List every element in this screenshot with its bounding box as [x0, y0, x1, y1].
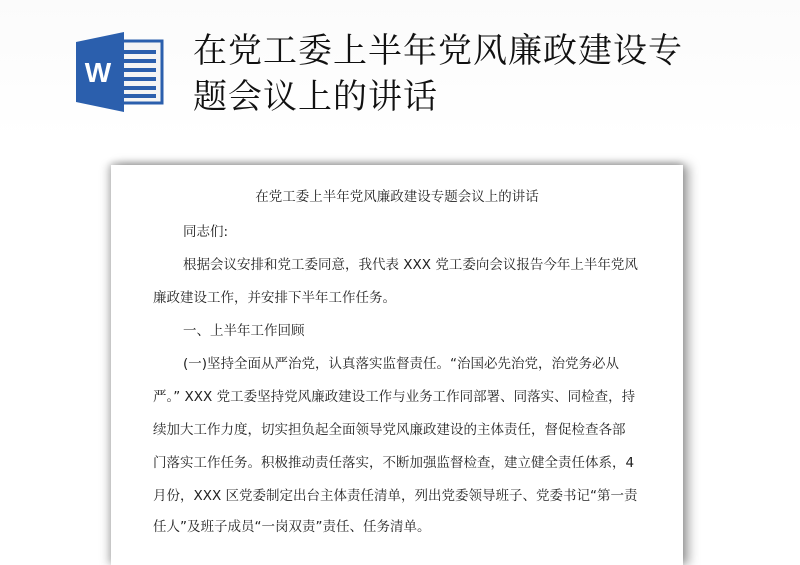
section-heading: 一、上半年工作回顾 [183, 323, 305, 339]
document-line: 严。” XXX 党工委坚持党风廉政建设工作与业务工作同部署、同落实、同检查，持 [153, 389, 636, 405]
document-line: 根据会议安排和党工委同意，我代表 XXX 党工委向会议报告今年上半年党风 [183, 257, 638, 273]
document-page [111, 165, 683, 565]
document-line: 廉政建设工作，并安排下半年工作任务。 [153, 290, 396, 306]
page-title-line-1: 在党工委上半年党风廉政建设专 [193, 31, 683, 71]
document-line: 续加大工作力度，切实担负起全面领导党风廉政建设的主体责任，督促检查各部 [153, 422, 626, 438]
header-banner [0, 0, 800, 140]
microsoft-word-icon [76, 32, 164, 112]
page-title [193, 28, 713, 120]
page-title-line-2: 题会议上的讲话 [193, 77, 438, 117]
document-line: 月份，XXX 区党委制定出台主体责任清单，列出党委领导班子、党委书记“第一责 [153, 488, 638, 504]
document-line: 任人”及班子成员“一岗双责”责任、任务清单。 [153, 519, 431, 535]
document-line: (一)坚持全面从严治党，认真落实监督责任。“治国必先治党，治党务必从 [183, 356, 620, 372]
document-line: 门落实工作任务。积极推动责任落实，不断加强监督检查，建立健全责任体系，4 [153, 455, 635, 471]
document-line: 同志们: [183, 224, 229, 240]
svg-text:W: W [84, 57, 112, 88]
document-title: 在党工委上半年党风廉政建设专题会议上的讲话 [255, 189, 539, 205]
